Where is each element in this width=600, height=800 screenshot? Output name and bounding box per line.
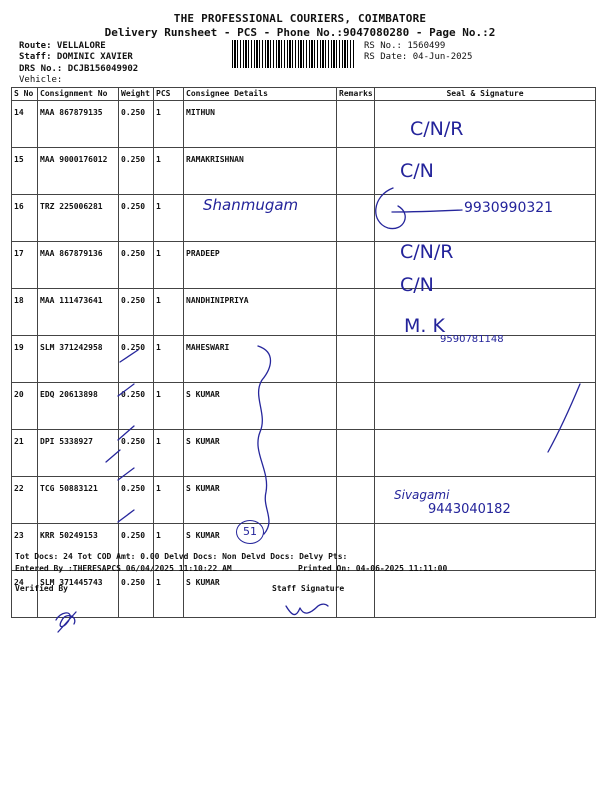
cell-weight: 0.250 bbox=[119, 195, 154, 242]
entered-by: Entered By :THERESAPCS 06/04/2025 11:10:22 AM bbox=[15, 564, 232, 573]
handwritten-circle-51: 51 bbox=[236, 520, 264, 544]
cell-pcs: 1 bbox=[154, 524, 184, 571]
cell-pcs: 1 bbox=[154, 101, 184, 148]
cell-consignee: MAHESWARI bbox=[184, 336, 337, 383]
cell-consignment: MAA 867879136 bbox=[38, 242, 119, 289]
cell-consignee: S KUMAR bbox=[184, 383, 337, 430]
printed-on: Printed On: 04-06-2025 11:11:00 bbox=[298, 564, 448, 573]
cell-consignee: RAMAKRISHNAN bbox=[184, 148, 337, 195]
cell-weight: 0.250 bbox=[119, 148, 154, 195]
col-sno: S No bbox=[12, 88, 38, 101]
cell-consignee: S KUMAR bbox=[184, 430, 337, 477]
cell-sno: 18 bbox=[12, 289, 38, 336]
route-label: Route: VELLALORE bbox=[19, 41, 106, 51]
handwritten-cn-15: C/N bbox=[400, 160, 434, 182]
handwritten-initial-19: M. K bbox=[404, 315, 445, 337]
cell-sno: 21 bbox=[12, 430, 38, 477]
col-pcs: PCS bbox=[154, 88, 184, 101]
cell-weight: 0.250 bbox=[119, 430, 154, 477]
cell-pcs: 1 bbox=[154, 195, 184, 242]
tick-mark-22 bbox=[118, 426, 134, 440]
cell-weight: 0.250 bbox=[119, 571, 154, 618]
cell-sno: 17 bbox=[12, 242, 38, 289]
cell-sno: 15 bbox=[12, 148, 38, 195]
handwritten-phone-23: 9443040182 bbox=[428, 502, 511, 517]
cell-consignment: EDQ 20613898 bbox=[38, 383, 119, 430]
company-title: THE PROFESSIONAL COURIERS, COIMBATORE bbox=[173, 12, 427, 25]
cell-consignment: MAA 867879135 bbox=[38, 101, 119, 148]
col-weight: Weight bbox=[119, 88, 154, 101]
cell-consignee: S KUMAR bbox=[184, 524, 337, 571]
cell-consignment: TRZ 225006281 bbox=[38, 195, 119, 242]
handwritten-name-16: Shanmugam bbox=[203, 196, 299, 214]
staff-signature-label: Staff Signature bbox=[272, 584, 345, 593]
tick-mark-20 bbox=[120, 350, 138, 362]
col-consignment: Consignment No bbox=[38, 88, 119, 101]
cell-consignment: MAA 9000176012 bbox=[38, 148, 119, 195]
cell-consignee: NANDHINIPRIYA bbox=[184, 289, 337, 336]
signature-loop-16 bbox=[376, 188, 405, 229]
tick-mark-21 bbox=[118, 384, 134, 396]
cell-sno: 14 bbox=[12, 101, 38, 148]
handwritten-phone-19: 9590781148 bbox=[440, 334, 504, 345]
cell-sno: 23 bbox=[12, 524, 38, 571]
cell-weight: 0.250 bbox=[119, 477, 154, 524]
cell-sno: 16 bbox=[12, 195, 38, 242]
runsheet-subtitle: Delivery Runsheet - PCS - Phone No.:9047080280 - Page No.:2 bbox=[104, 26, 496, 39]
cell-consignee: PRADEEP bbox=[184, 242, 337, 289]
cell-sno: 24 bbox=[12, 571, 38, 618]
totals-line: Tot Docs: 24 Tot COD Amt: 0.00 Delvd Docs: Non Delvd Docs: Delvy Pts: bbox=[15, 552, 348, 561]
cell-consignee: S KUMAR bbox=[184, 477, 337, 524]
verified-by-signature bbox=[56, 612, 76, 632]
col-consignee: Consignee Details bbox=[184, 88, 337, 101]
cell-weight: 0.250 bbox=[119, 336, 154, 383]
consignee-bracket-stroke bbox=[258, 346, 271, 534]
cell-pcs: 1 bbox=[154, 477, 184, 524]
cell-pcs: 1 bbox=[154, 242, 184, 289]
cell-consignment: MAA 111473641 bbox=[38, 289, 119, 336]
handwritten-cnr-17: C/N/R bbox=[400, 241, 454, 263]
cell-sno: 20 bbox=[12, 383, 38, 430]
col-remarks: Remarks bbox=[337, 88, 375, 101]
cell-pcs: 1 bbox=[154, 148, 184, 195]
tick-mark-22b bbox=[106, 450, 120, 462]
cell-weight: 0.250 bbox=[119, 101, 154, 148]
tick-mark-24 bbox=[118, 510, 134, 522]
cell-weight: 0.250 bbox=[119, 383, 154, 430]
cell-pcs: 1 bbox=[154, 383, 184, 430]
cell-consignee: MITHUN bbox=[184, 101, 337, 148]
handwritten-cn-18: C/N bbox=[400, 274, 434, 296]
handwritten-cnr-14: C/N/R bbox=[410, 118, 464, 140]
cell-sno: 22 bbox=[12, 477, 38, 524]
rs-number: RS No.: 1560499 bbox=[364, 41, 446, 51]
cell-pcs: 1 bbox=[154, 336, 184, 383]
cell-consignment: TCG 50883121 bbox=[38, 477, 119, 524]
col-seal-signature: Seal & Signature bbox=[375, 88, 596, 101]
handwritten-phone-16: 9930990321 bbox=[464, 200, 554, 216]
cell-consignment: SLM 371242958 bbox=[38, 336, 119, 383]
cell-sno: 19 bbox=[12, 336, 38, 383]
cell-pcs: 1 bbox=[154, 571, 184, 618]
cell-consignment: SLM 371445743 bbox=[38, 571, 119, 618]
drs-label: DRS No.: DCJB156049902 bbox=[19, 64, 139, 74]
cell-consignment: DPI 5338927 bbox=[38, 430, 119, 477]
verified-by-label: Verified By bbox=[15, 584, 68, 593]
signature-slash-21 bbox=[548, 384, 580, 452]
cell-pcs: 1 bbox=[154, 289, 184, 336]
cell-consignment: KRR 50249153 bbox=[38, 524, 119, 571]
cell-weight: 0.250 bbox=[119, 289, 154, 336]
staff-signature-mark bbox=[286, 604, 328, 614]
tick-mark-23 bbox=[118, 468, 134, 480]
handwritten-name-23: Sivagami bbox=[394, 488, 450, 502]
cell-weight: 0.250 bbox=[119, 242, 154, 289]
cell-weight: 0.250 bbox=[119, 524, 154, 571]
rs-date: RS Date: 04-Jun-2025 bbox=[364, 52, 473, 62]
staff-label: Staff: DOMINIC XAVIER bbox=[19, 52, 133, 62]
cell-consignee: S KUMAR bbox=[184, 571, 337, 618]
cell-pcs: 1 bbox=[154, 430, 184, 477]
vehicle-label: Vehicle: bbox=[19, 75, 63, 85]
